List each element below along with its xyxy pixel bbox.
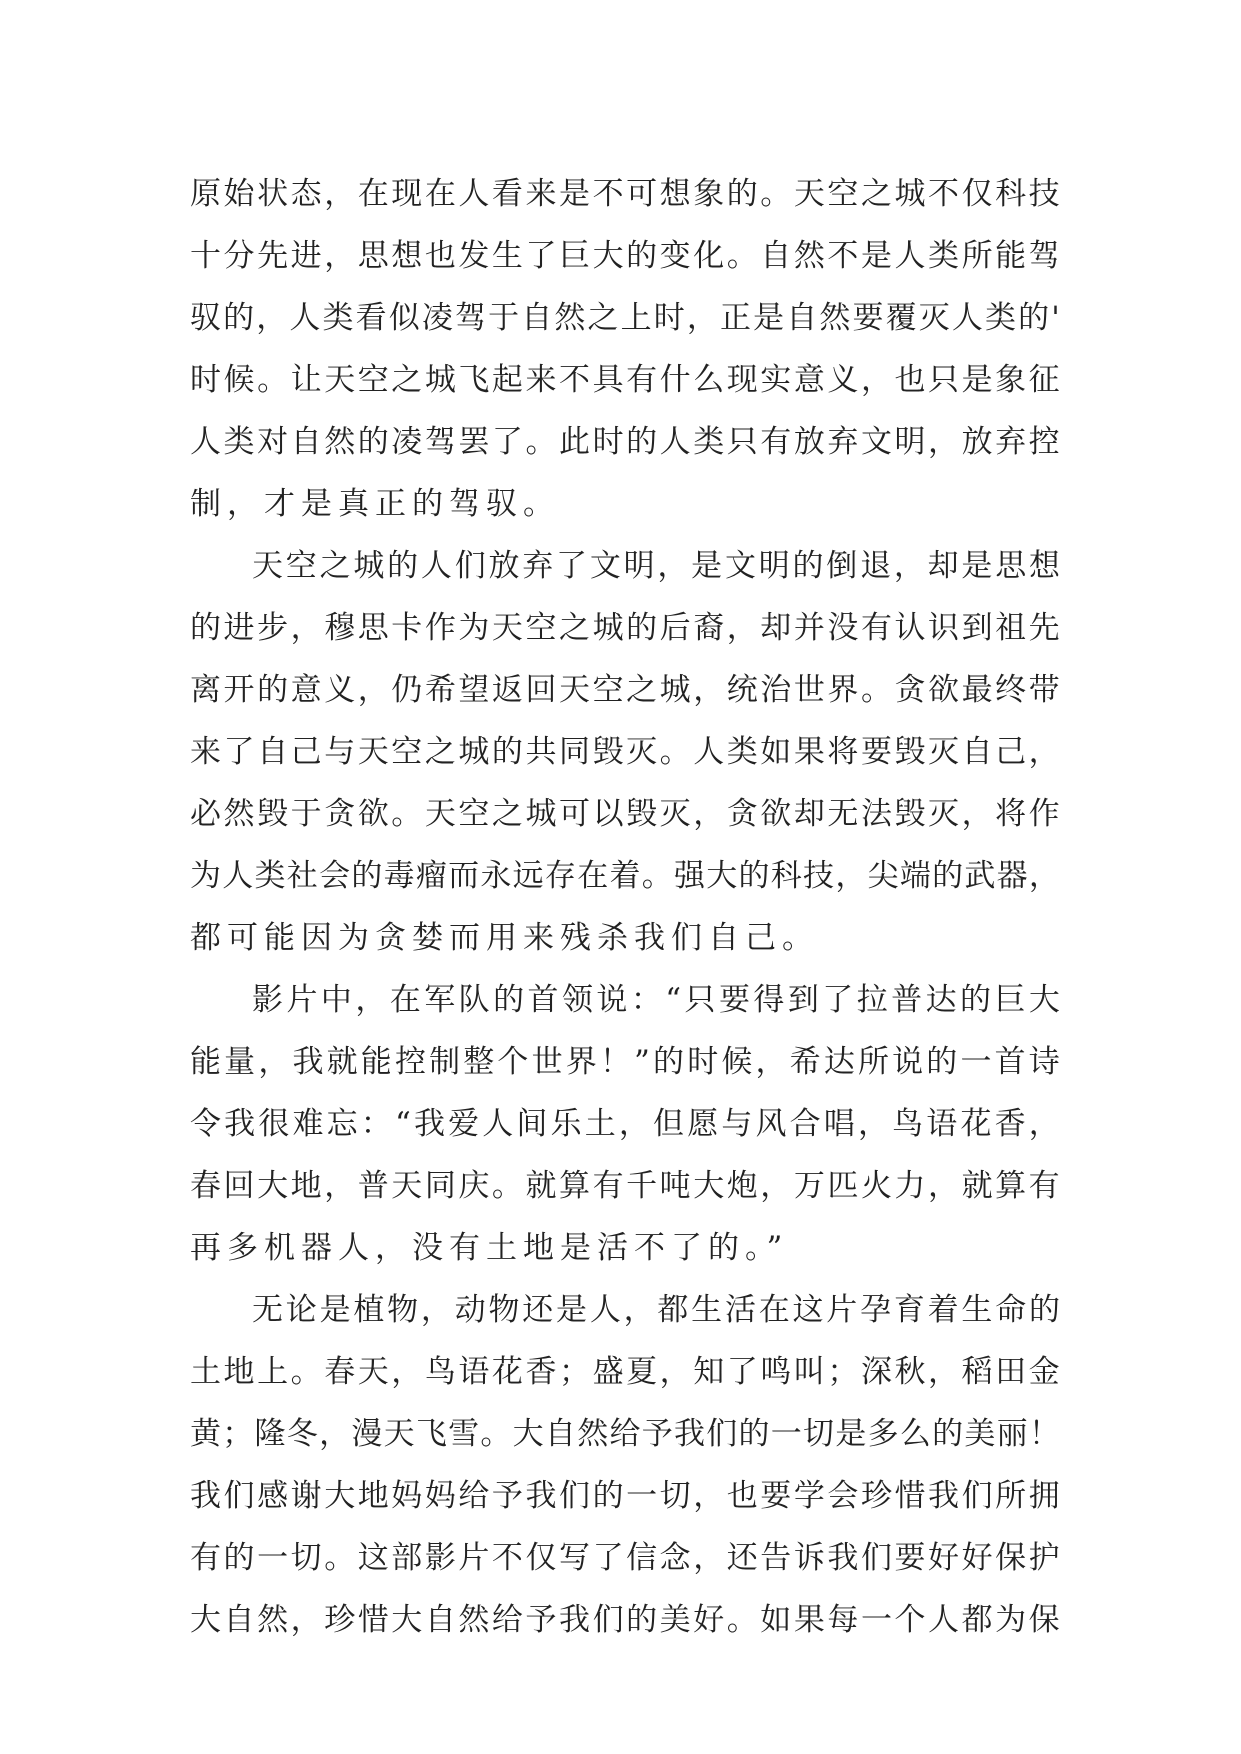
text-line: 为 人 类 社 会 的 毒 瘤 而 永 远 存 在 着 。 强 大 的 科 技 ， 尖 端 的 武 器 ， — [190, 858, 1060, 894]
text-line: 天 空 之 城 的 人 们 放 弃 了 文 明 ， 是 文 明 的 倒 退 ， 却 是 思 想 — [252, 548, 1060, 584]
text-line: 都可能因为贪婪而用来残杀我们自己。 — [190, 920, 819, 956]
text-line: 人 类 对 自 然 的 凌 驾 罢 了 。 此 时 的 人 类 只 有 放 弃 文 明 ， 放 弃 控 — [190, 424, 1060, 460]
text-line: 令 我 很 难 忘 ： “ 我 爱 人 间 乐 土 ， 但 愿 与 风 合 唱 ， 鸟 语 花 香 ， — [190, 1106, 1060, 1142]
paragraph-1 — [190, 163, 1060, 535]
text-line: 无 论 是 植 物 ， 动 物 还 是 人 ， 都 生 活 在 这 片 孕 育 着 生 命 的 — [252, 1292, 1060, 1328]
text-line: 来 了 自 己 与 天 空 之 城 的 共 同 毁 灭 。 人 类 如 果 将 要 毁 灭 自 己 ， — [190, 734, 1060, 770]
text-line: 驭 的 ， 人 类 看 似 凌 驾 于 自 然 之 上 时 ， 正 是 自 然 要 覆 灭 人 类 的 ' — [190, 300, 1060, 336]
text-line: 十 分 先 进 ， 思 想 也 发 生 了 巨 大 的 变 化 。 自 然 不 是 人 类 所 能 驾 — [190, 238, 1060, 274]
text-line: 的 进 步 ， 穆 思 卡 作 为 天 空 之 城 的 后 裔 ， 却 并 没 有 认 识 到 祖 先 — [190, 610, 1060, 646]
text-line: 有 的 一 切 。 这 部 影 片 不 仅 写 了 信 念 ， 还 告 诉 我 们 要 好 好 保 护 — [190, 1540, 1060, 1576]
paragraph-3 — [190, 969, 1060, 1279]
text-line: 土 地 上 。 春 天 ， 鸟 语 花 香 ； 盛 夏 ， 知 了 鸣 叫 ； 深 秋 ， 稻 田 金 — [190, 1354, 1060, 1390]
text-line: 离 开 的 意 义 ， 仍 希 望 返 回 天 空 之 城 ， 统 治 世 界 。 贪 欲 最 终 带 — [190, 672, 1060, 708]
paragraph-2 — [190, 535, 1060, 969]
text-line: 大 自 然 ， 珍 惜 大 自 然 给 予 我 们 的 美 好 。 如 果 每 一 个 人 都 为 保 — [190, 1602, 1060, 1638]
text-line: 影 片 中 ， 在 军 队 的 首 领 说 ： “ 只 要 得 到 了 拉 普 达 的 巨 大 — [252, 982, 1060, 1018]
text-line: 黄 ； 隆 冬 ， 漫 天 飞 雪 。 大 自 然 给 予 我 们 的 一 切 是 多 么 的 美 丽 ！ — [190, 1416, 1060, 1452]
text-line: 能 量 ， 我 就 能 控 制 整 个 世 界 ！ ” 的 时 候 ， 希 达 所 说 的 一 首 诗 — [190, 1044, 1060, 1080]
text-line: 再多机器人，没有土地是活不了的。” — [190, 1230, 789, 1266]
text-line: 时 候 。 让 天 空 之 城 飞 起 来 不 具 有 什 么 现 实 意 义 ， 也 只 是 象 征 — [190, 362, 1060, 398]
document-body — [190, 163, 1060, 1651]
text-line: 制，才是真正的驾驭。 — [190, 486, 560, 522]
paragraph-4 — [190, 1279, 1060, 1651]
text-line: 必 然 毁 于 贪 欲 。 天 空 之 城 可 以 毁 灭 ， 贪 欲 却 无 法 毁 灭 ， 将 作 — [190, 796, 1060, 832]
text-line: 我 们 感 谢 大 地 妈 妈 给 予 我 们 的 一 切 ， 也 要 学 会 珍 惜 我 们 所 拥 — [190, 1478, 1060, 1514]
text-line: 原 始 状 态 ， 在 现 在 人 看 来 是 不 可 想 象 的 。 天 空 之 城 不 仅 科 技 — [190, 176, 1060, 212]
text-line: 春 回 大 地 ， 普 天 同 庆 。 就 算 有 千 吨 大 炮 ， 万 匹 火 力 ， 就 算 有 — [190, 1168, 1060, 1204]
